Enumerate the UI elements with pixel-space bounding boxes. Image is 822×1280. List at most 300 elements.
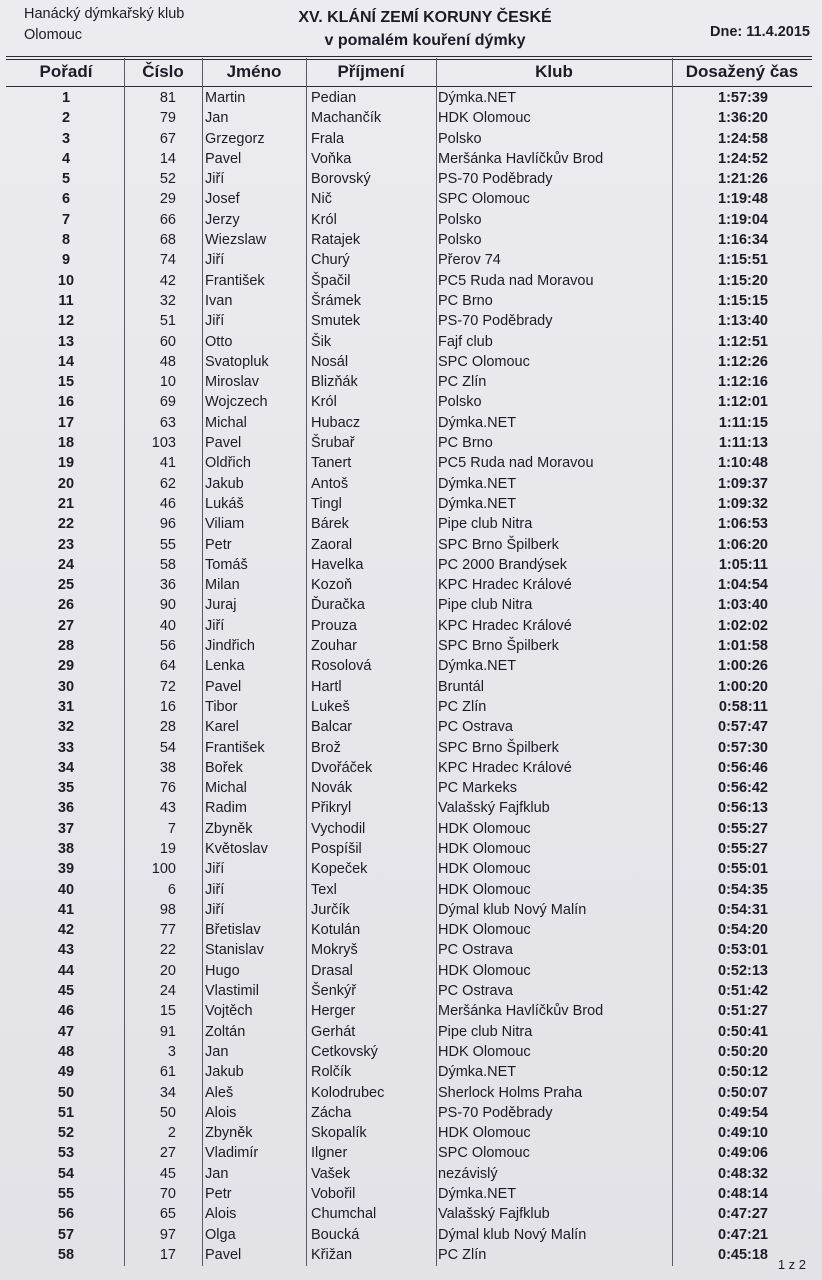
cell-rank: 12 [57,313,75,330]
cell-club: Dýmka.NET [438,90,517,106]
table-row [0,1062,822,1082]
cell-number: 45 [159,1165,176,1182]
cell-first-name: Lenka [205,658,245,675]
cell-last-name: Vobořil [311,1186,356,1203]
cell-last-name: Antoš [311,475,349,492]
cell-rank: 30 [57,678,75,695]
cell-first-name: Jiří [205,881,225,898]
cell-number: 72 [159,678,176,695]
cell-last-name: Přikryl [311,800,352,817]
cell-number: 55 [159,536,176,553]
cell-first-name: Hugo [205,962,240,979]
cell-last-name: Šrubař [311,435,355,452]
cell-first-name: Pavel [205,435,242,452]
cell-time: 0:48:14 [718,1186,768,1203]
cell-number: 56 [159,638,176,655]
table-row [0,453,822,473]
table-row [0,352,822,372]
cell-rank: 9 [61,252,71,269]
cell-rank: 13 [57,333,75,350]
cell-club: Dýmal klub Nový Malín [438,901,587,918]
cell-last-name: Tanert [311,455,352,472]
cell-number: 6 [167,881,176,898]
cell-rank: 3 [61,130,71,147]
cell-time: 0:55:01 [718,861,768,878]
cell-first-name: Juraj [205,597,237,614]
cell-time: 0:47:27 [718,1206,768,1223]
cell-time: 1:09:37 [718,475,768,492]
cell-rank: 21 [57,495,75,512]
cell-number: 29 [159,191,176,208]
cell-first-name: Jakub [205,475,244,492]
cell-rank: 23 [57,536,75,553]
table-row [0,555,822,575]
cell-number: 63 [159,414,176,431]
cell-rank: 6 [61,191,71,208]
cell-number: 68 [159,232,176,249]
cell-last-name: Brož [311,739,341,756]
cell-rank: 5 [61,171,71,188]
cell-club: Polsko [438,232,482,249]
cell-number: 19 [159,840,176,857]
cell-first-name: Jerzy [205,211,240,228]
cell-first-name: Milan [205,577,240,594]
cell-last-name: Šenkýř [311,983,357,1000]
cell-rank: 40 [57,881,75,898]
table-row [0,88,822,108]
cell-first-name: Otto [205,333,233,350]
cell-time: 1:03:40 [718,597,768,614]
cell-first-name: Vojtěch [205,1003,253,1020]
cell-first-name: Jan [205,1043,229,1060]
cell-first-name: Petr [205,1186,232,1203]
cell-club: HDK Olomouc [438,962,531,979]
cell-club: HDK Olomouc [438,110,531,127]
cell-number: 91 [159,1023,176,1040]
cell-rank: 51 [57,1104,75,1121]
cell-time: 1:11:15 [718,414,768,431]
table-row [0,1143,822,1163]
cell-number: 77 [159,922,176,939]
cell-number: 61 [159,1064,176,1081]
cell-club: Pipe club Nitra [438,597,533,614]
title-line-2: v pomalém kouření dýmky [324,32,526,49]
table-row [0,271,822,291]
cell-number: 103 [151,435,176,452]
cell-last-name: Šik [311,333,332,350]
col-header-number: Číslo [142,62,184,81]
cell-number: 27 [159,1145,176,1162]
cell-time: 0:56:46 [718,759,768,776]
cell-club: PC Zlín [438,1246,487,1263]
cell-last-name: Drasal [311,962,353,979]
cell-time: 0:55:27 [718,820,768,837]
cell-club: Pipe club Nitra [438,516,533,533]
cell-time: 1:21:26 [718,171,768,188]
cell-number: 69 [159,394,176,411]
cell-club: KPC Hradec Králové [438,617,572,634]
cell-time: 1:24:52 [718,150,768,167]
cell-last-name: Zouhar [311,638,357,655]
cell-last-name: Voňka [311,150,352,167]
cell-time: 1:12:16 [718,374,768,391]
cell-number: 3 [167,1043,176,1060]
cell-number: 60 [159,333,176,350]
table-row [0,108,822,128]
cell-time: 1:12:01 [718,394,768,411]
cell-last-name: Ratajek [311,232,361,249]
table-row [0,291,822,311]
cell-time: 0:50:41 [718,1023,768,1040]
cell-number: 34 [159,1084,176,1101]
cell-first-name: Wojczech [205,394,268,411]
cell-rank: 24 [57,556,75,573]
cell-last-name: Vychodil [311,820,366,837]
table-row [0,494,822,514]
cell-club: PC Ostrava [438,942,513,959]
cell-first-name: Michal [205,414,247,431]
cell-last-name: Rosolová [311,658,372,675]
cell-club: Meršánka Havlíčkův Brod [438,150,604,167]
table-row [0,1225,822,1245]
table-row [0,129,822,149]
cell-number: 10 [159,374,176,391]
col-header-rank: Pořadí [39,62,93,81]
cell-club: Dýmal klub Nový Malín [438,1226,587,1243]
cell-number: 100 [151,861,176,878]
cell-first-name: Viliam [205,516,245,533]
cell-first-name: Wiezslaw [205,232,267,249]
table-row [0,433,822,453]
cell-last-name: Novák [311,780,353,797]
table-row [0,1204,822,1224]
cell-rank: 8 [61,232,71,249]
cell-first-name: Karel [205,719,239,736]
table-row [0,1103,822,1123]
table-row [0,372,822,392]
cell-first-name: Vladimír [205,1145,259,1162]
cell-number: 67 [159,130,176,147]
cell-club: HDK Olomouc [438,1043,531,1060]
cell-time: 0:48:32 [718,1165,768,1182]
cell-first-name: Olga [205,1226,236,1243]
cell-rank: 53 [57,1145,75,1162]
cell-rank: 35 [57,780,75,797]
cell-time: 0:56:13 [718,800,768,817]
cell-last-name: Kozoň [311,577,353,594]
cell-club: PC Ostrava [438,719,513,736]
cell-first-name: Radim [205,800,247,817]
cell-number: 54 [159,739,176,756]
cell-last-name: Kolodrubec [311,1084,385,1101]
cell-number: 24 [159,983,176,1000]
cell-number: 2 [167,1125,176,1142]
cell-time: 0:49:10 [718,1125,768,1142]
cell-time: 0:47:21 [718,1226,768,1243]
table-row [0,1022,822,1042]
cell-first-name: Jan [205,110,229,127]
cell-last-name: Pedian [311,90,357,106]
cell-club: HDK Olomouc [438,820,531,837]
cell-rank: 2 [61,110,71,127]
cell-time: 0:50:20 [718,1043,768,1060]
cell-rank: 18 [57,435,75,452]
cell-club: PC Zlín [438,698,487,715]
cell-club: PS-70 Poděbrady [438,313,553,330]
table-row [0,1042,822,1062]
cell-last-name: Pospíšil [311,840,362,857]
cell-last-name: Kotulán [311,922,361,939]
cell-time: 1:10:48 [718,455,768,472]
cell-first-name: Jiří [205,313,225,330]
cell-club: Dýmka.NET [438,1064,517,1081]
cell-club: HDK Olomouc [438,1125,531,1142]
table-row [0,697,822,717]
cell-first-name: Pavel [205,150,242,167]
cell-time: 0:54:35 [718,881,768,898]
cell-club: SPC Brno Špilberk [438,739,559,756]
cell-first-name: Jiří [205,617,225,634]
cell-first-name: Michal [205,780,247,797]
table-row [0,311,822,331]
table-row [0,250,822,270]
header-rule-top [6,56,812,57]
cell-last-name: Smutek [311,313,361,330]
cell-last-name: Król [311,394,337,411]
cell-rank: 31 [57,698,75,715]
cell-last-name: Lukeš [311,698,350,715]
cell-club: PC5 Ruda nad Moravou [438,272,594,289]
cell-club: KPC Hradec Králové [438,759,572,776]
cell-club: Polsko [438,130,482,147]
cell-number: 38 [159,759,176,776]
cell-time: 1:15:51 [718,252,768,269]
cell-rank: 19 [57,455,75,472]
cell-number: 52 [159,171,176,188]
cell-club: Valašský Fajfklub [438,800,550,817]
cell-rank: 57 [57,1226,75,1243]
cell-last-name: Ilgner [311,1145,348,1162]
col-header-time: Dosažený čas [685,62,799,81]
table-row [0,149,822,169]
cell-rank: 45 [57,983,75,1000]
cell-first-name: Oldřich [205,455,251,472]
cell-number: 14 [159,150,176,167]
cell-number: 50 [159,1104,176,1121]
table-row [0,392,822,412]
cell-time: 1:36:20 [718,110,768,127]
col-header-first-name: Jméno [226,62,282,81]
cell-rank: 49 [57,1064,75,1081]
cell-rank: 47 [57,1023,75,1040]
table-row [0,961,822,981]
cell-first-name: Josef [205,191,240,208]
cell-club: KPC Hradec Králové [438,577,572,594]
cell-club: PC5 Ruda nad Moravou [438,455,594,472]
organizer-name: Hanácký dýmkařský klub [24,6,185,22]
cell-first-name: Břetislav [205,922,261,939]
cell-club: PC 2000 Brandýsek [438,556,567,573]
cell-number: 17 [159,1246,176,1263]
cell-first-name: Tibor [205,698,238,715]
table-row [0,636,822,656]
cell-first-name: Jan [205,1165,229,1182]
table-row [0,1164,822,1184]
cell-rank: 33 [57,739,75,756]
cell-rank: 27 [57,617,75,634]
table-row [0,880,822,900]
cell-time: 0:57:47 [718,719,768,736]
cell-rank: 20 [57,475,75,492]
cell-time: 0:56:42 [718,780,768,797]
cell-number: 79 [159,110,176,127]
cell-last-name: Prouza [311,617,357,634]
cell-last-name: Cetkovský [311,1043,378,1060]
cell-rank: 14 [57,353,75,370]
cell-number: 32 [159,292,176,309]
cell-last-name: Špačil [311,272,351,289]
cell-number: 43 [159,800,176,817]
cell-rank: 58 [57,1246,75,1263]
cell-last-name: Chumchal [311,1206,377,1223]
cell-number: 76 [159,780,176,797]
cell-rank: 17 [57,414,75,431]
table-row [0,819,822,839]
table-row [0,738,822,758]
cell-number: 15 [159,1003,176,1020]
cell-time: 0:53:01 [718,942,768,959]
cell-club: Dýmka.NET [438,658,517,675]
col-header-club: Klub [535,62,573,81]
cell-rank: 56 [57,1206,75,1223]
cell-time: 1:57:39 [718,90,768,106]
cell-rank: 1 [61,90,71,106]
cell-rank: 28 [57,638,75,655]
cell-first-name: Jiří [205,901,225,918]
table-row [0,230,822,250]
cell-time: 1:06:20 [718,536,768,553]
cell-first-name: Jindřich [205,638,255,655]
table-row [0,514,822,534]
cell-last-name: Blizňák [311,374,358,391]
table-row [0,1083,822,1103]
cell-rank: 38 [57,840,75,857]
cell-first-name: Alois [205,1206,237,1223]
cell-club: PC Brno [438,435,493,452]
cell-first-name: Pavel [205,1246,242,1263]
organizer-city: Olomouc [24,27,83,43]
cell-time: 0:50:07 [718,1084,768,1101]
cell-number: 51 [159,313,176,330]
cell-number: 41 [159,455,176,472]
cell-time: 1:15:20 [718,272,768,289]
cell-club: HDK Olomouc [438,861,531,878]
title-line-1: XV. KLÁNÍ ZEMÍ KORUNY ČESKÉ [298,9,552,26]
cell-number: 98 [159,901,176,918]
cell-time: 1:12:51 [718,333,768,350]
cell-number: 64 [159,658,176,675]
header-rule-bottom [6,86,812,87]
cell-number: 42 [159,272,176,289]
cell-time: 1:00:26 [718,658,768,675]
cell-last-name: Król [311,211,337,228]
table-row [0,839,822,859]
cell-time: 1:09:32 [718,495,768,512]
cell-club: Sherlock Holms Praha [438,1084,583,1101]
cell-time: 0:45:18 [718,1246,768,1263]
cell-club: PS-70 Poděbrady [438,171,553,188]
cell-last-name: Kopeček [311,861,368,878]
cell-number: 22 [159,942,176,959]
table-row [0,778,822,798]
cell-club: Meršánka Havlíčkův Brod [438,1003,604,1020]
cell-rank: 46 [57,1003,75,1020]
cell-number: 62 [159,475,176,492]
cell-rank: 16 [57,394,75,411]
cell-number: 74 [159,252,176,269]
cell-rank: 50 [57,1084,75,1101]
cell-time: 1:04:54 [718,577,768,594]
cell-first-name: Jakub [205,1064,244,1081]
cell-rank: 10 [57,272,75,289]
cell-number: 7 [167,820,176,837]
page-title [240,6,610,52]
cell-rank: 25 [57,577,75,594]
cell-last-name: Gerhát [311,1023,356,1040]
table-row [0,474,822,494]
cell-number: 66 [159,211,176,228]
cell-rank: 42 [57,922,75,939]
cell-number: 90 [159,597,176,614]
cell-number: 70 [159,1186,176,1203]
cell-time: 0:49:54 [718,1104,768,1121]
cell-club: PC Markeks [438,780,517,797]
cell-first-name: Miroslav [205,374,259,391]
cell-rank: 41 [57,901,75,918]
table-row [0,798,822,818]
cell-number: 97 [159,1226,176,1243]
cell-time: 0:58:11 [718,698,768,715]
cell-time: 1:12:26 [718,353,768,370]
cell-club: SPC Brno Špilberk [438,536,559,553]
cell-time: 0:50:12 [718,1064,768,1081]
cell-number: 16 [159,698,176,715]
table-row [0,940,822,960]
cell-rank: 7 [61,211,71,228]
cell-last-name: Nič [311,191,332,208]
cell-club: Dýmka.NET [438,414,517,431]
cell-club: Polsko [438,211,482,228]
cell-rank: 52 [57,1125,75,1142]
table-row [0,677,822,697]
event-date: Dne: 11.4.2015 [710,24,810,40]
cell-rank: 36 [57,800,75,817]
cell-club: Bruntál [438,678,484,695]
cell-club: SPC Olomouc [438,353,530,370]
cell-time: 0:51:27 [718,1003,768,1020]
cell-time: 0:52:13 [718,962,768,979]
cell-club: PS-70 Poděbrady [438,1104,553,1121]
cell-club: Přerov 74 [438,252,501,269]
cell-time: 1:13:40 [718,313,768,330]
cell-first-name: Zbyněk [205,1125,253,1142]
table-row [0,900,822,920]
cell-club: PC Ostrava [438,983,513,1000]
cell-last-name: Tingl [311,495,342,512]
cell-last-name: Machančík [311,110,382,127]
table-row [0,656,822,676]
cell-first-name: Stanislav [205,942,264,959]
